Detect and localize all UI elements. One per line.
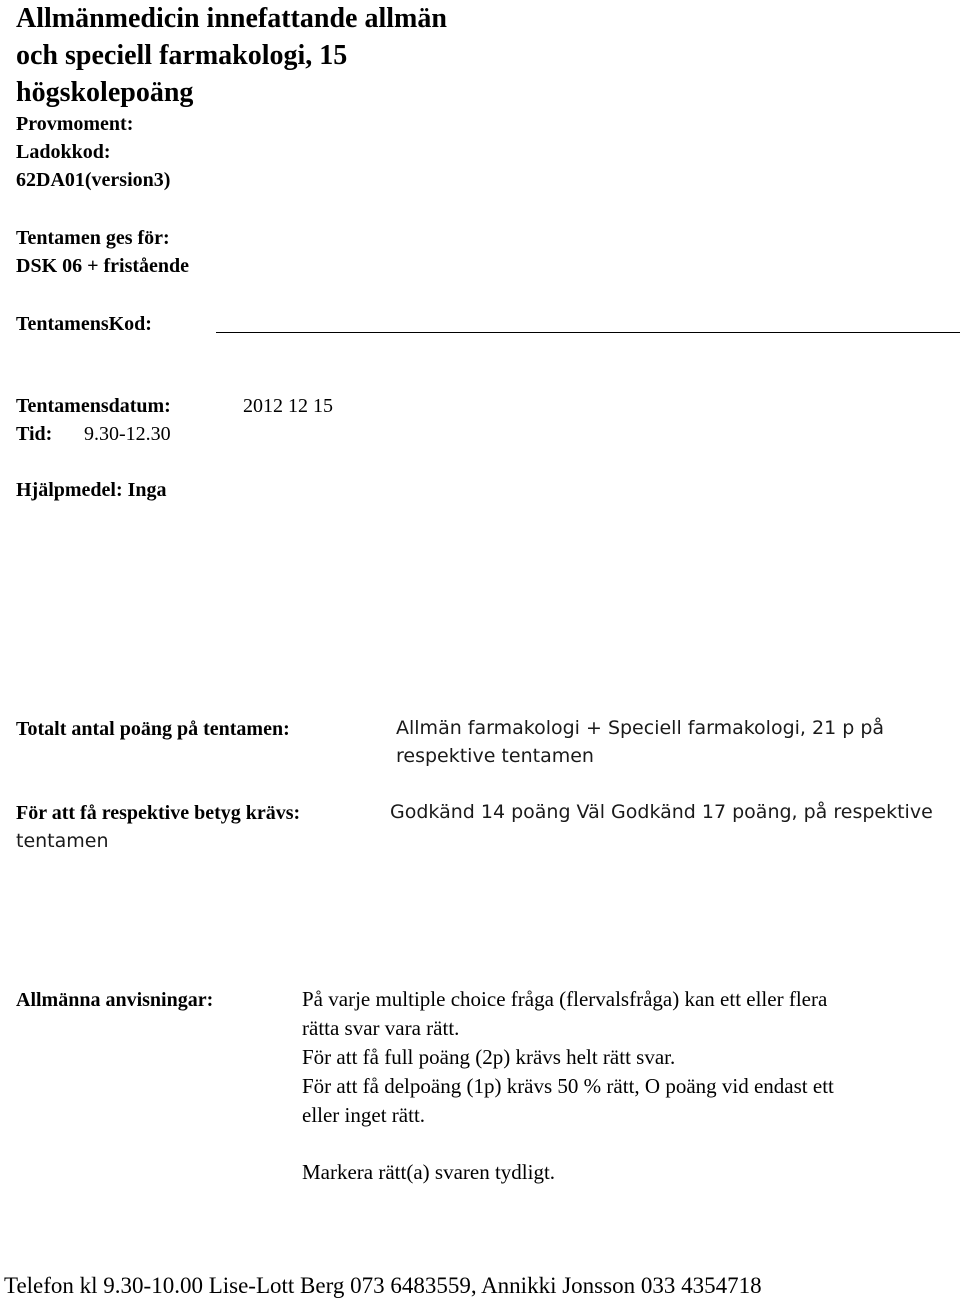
contact-footer: Telefon kl 9.30-10.00 Lise-Lott Berg 073 6483559, Annikki Jonsson 033 4354718 <box>4 1273 762 1298</box>
total-points-label: Totalt antal poäng på tentamen: <box>16 718 290 740</box>
hjalpmedel: Hjälpmedel: Inga <box>16 479 167 501</box>
total-points-value-line-2: respektive tentamen <box>396 745 594 767</box>
title-line-2: och speciell farmakologi, 15 <box>16 40 348 71</box>
instruction-line: eller inget rätt. <box>302 1103 426 1127</box>
instruction-line: rätta svar vara rätt. <box>302 1016 460 1040</box>
tid-label: Tid: <box>16 423 53 445</box>
tentamenskod-fill-line <box>216 332 960 333</box>
instruction-line: För att få full poäng (2p) krävs helt rätt svar. <box>302 1045 676 1069</box>
tentamensdatum-label: Tentamensdatum: <box>16 395 171 417</box>
instructions-label: Allmänna anvisningar: <box>16 989 214 1011</box>
instruction-line: För att få delpoäng (1p) krävs 50 % rätt, O poäng vid endast ett <box>302 1074 834 1098</box>
instruction-line: På varje multiple choice fråga (flervalsfråga) kan ett eller flera <box>302 987 828 1011</box>
tentamen-ges-value: DSK 06 + fristående <box>16 255 190 277</box>
title-line-3: högskolepoäng <box>16 77 194 108</box>
ladokkod-label: Ladokkod: <box>16 141 111 163</box>
provmoment-label: Provmoment: <box>16 113 134 135</box>
ladokkod-value: 62DA01(version3) <box>16 169 171 191</box>
tentamen-ges-label: Tentamen ges för: <box>16 227 170 249</box>
tentamensdatum-value: 2012 12 15 <box>243 395 333 417</box>
document-title <box>16 0 536 111</box>
grade-requirement-label-cont: tentamen <box>16 830 109 852</box>
grade-requirement-label: För att få respektive betyg krävs: <box>16 802 301 824</box>
tentamenskod-label: TentamensKod: <box>16 313 152 335</box>
grade-requirement-value: Godkänd 14 poäng Väl Godkänd 17 poäng, på respektive <box>390 801 933 823</box>
total-points-value-line-1: Allmän farmakologi + Speciell farmakologi, 21 p på <box>396 717 885 739</box>
tid-value: 9.30-12.30 <box>84 423 171 445</box>
title-line-1: Allmänmedicin innefattande allmän <box>16 3 447 34</box>
mark-clearly-note: Markera rätt(a) svaren tydligt. <box>302 1160 556 1184</box>
